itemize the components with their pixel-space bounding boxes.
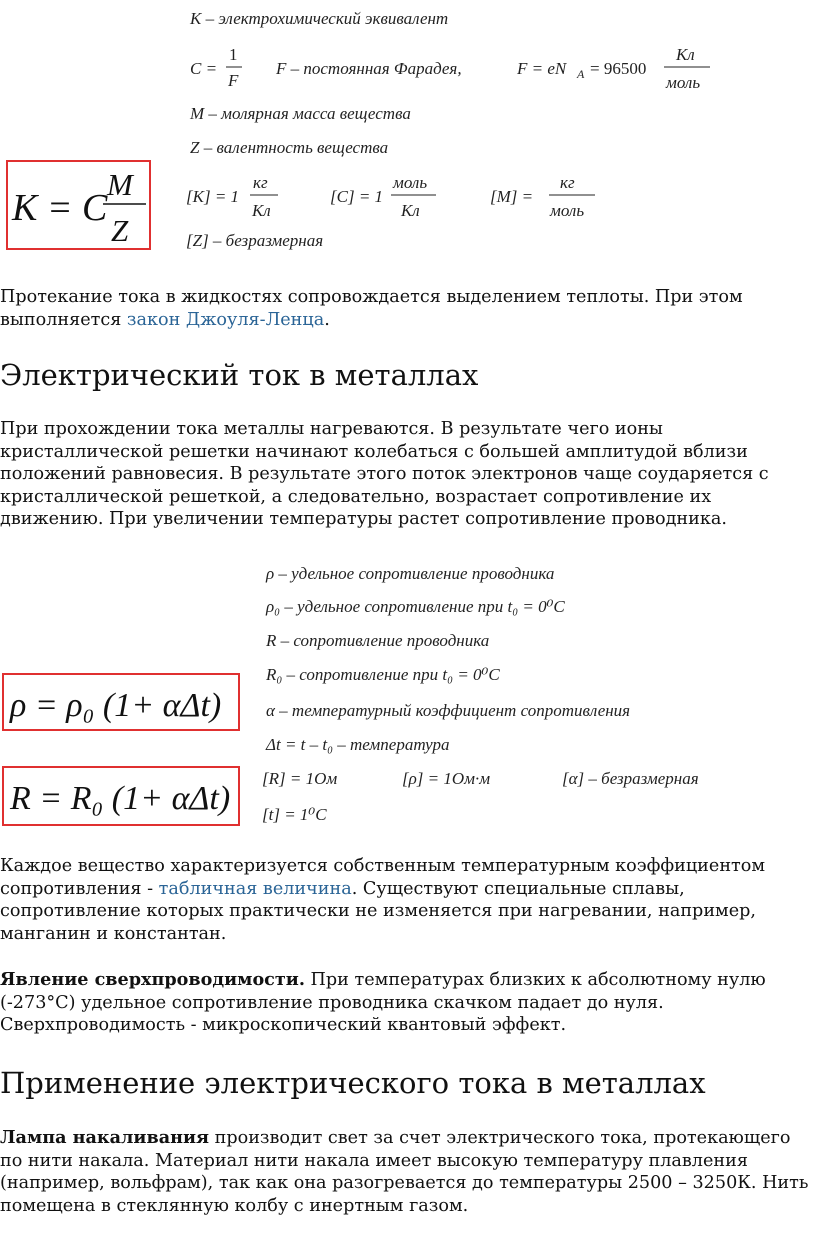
paragraph-metals-heating: При прохождении тока металлы нагреваются. В результате чего ионы кристаллической решетки начинают колебаться с большей амплитудой вблизи положений равновесия. В результате этого поток электронов чаще соударяется с кристаллической решеткой, а следовательно, возрастает сопротивление их движению. При увеличении температуры растет сопротивление проводника. <box>0 419 769 530</box>
para3-tail: . Существуют специальные сплавы, сопротивление которых практически не изменяется при нагревании, например, манганин и константан. <box>0 878 756 944</box>
unit-m-den: моль <box>550 201 585 220</box>
paragraph-temperature-coefficient <box>0 855 810 945</box>
boxed-formula-k <box>7 161 150 249</box>
faraday-value: = 96500 <box>590 59 647 78</box>
c-equals: C = <box>190 59 218 78</box>
paragraph-superconductivity <box>0 969 810 1037</box>
unit-t: [t] = 1⁰C <box>262 805 327 824</box>
heading-application: Применение электрического тока в металлах <box>0 1066 706 1100</box>
definition-k: K – электрохимический эквивалент <box>190 9 449 28</box>
unit-rho: [ρ] = 1Ом·м <box>402 769 491 788</box>
resistivity-formula-image <box>0 556 760 836</box>
electrochemical-equivalent-formula-image <box>0 0 720 262</box>
paragraph-joule-lenz <box>0 286 810 331</box>
definition-alpha: α – температурный коэффициент сопротивления <box>266 701 631 720</box>
definition-rho0: ρ₀ – удельное сопротивление при t₀ = 0⁰C <box>266 597 565 616</box>
para4-text: При температурах близких к абсолютному нулю (-273°С) удельное сопротивление проводника скачком падает до нуля. Сверхпроводимость - микроскопический квантовый эффект. <box>0 970 766 1036</box>
paragraph-incandescent-lamp <box>0 1127 810 1217</box>
boxed-rho-text: ρ = ρ₀ (1+ αΔt) <box>10 687 222 724</box>
boxed-k-den: Z <box>111 213 129 248</box>
faraday-eq: F = eN <box>517 59 567 78</box>
definition-r0: R₀ – сопротивление при t₀ = 0⁰C <box>266 665 500 684</box>
boxed-k-lhs: K = C <box>12 187 108 229</box>
c-numerator: 1 <box>229 45 238 64</box>
faraday-subscript: A <box>577 67 585 81</box>
unit-alpha: [α] – безразмерная <box>562 769 699 788</box>
unit-c: [C] = 1 <box>330 187 384 206</box>
definition-r: R – сопротивление проводника <box>266 631 490 650</box>
unit-m: [M] = <box>490 187 534 206</box>
faraday-unit-den: моль <box>666 73 701 92</box>
definition-m: M – молярная масса вещества <box>190 104 411 123</box>
unit-m-num: кг <box>560 173 575 192</box>
unit-r: [R] = 1Ом <box>262 769 338 788</box>
para1-text: Протекание тока в жидкостях сопровождается выделением теплоты. При этом выполняется <box>0 287 743 330</box>
unit-k-num: кг <box>253 173 268 192</box>
boxed-formula-rho <box>3 674 239 730</box>
faraday-unit-num: Кл <box>676 45 695 64</box>
heading-current-in-metals: Электрический ток в металлах <box>0 358 479 392</box>
unit-c-den: Кл <box>401 201 420 220</box>
definition-f: F – постоянная Фарадея, <box>276 59 462 78</box>
unit-k-den: Кл <box>252 201 271 220</box>
para3-text: Каждое вещество характеризуется собственным температурным коэффициентом сопротивления - <box>0 856 766 899</box>
unit-c-num: моль <box>393 173 428 192</box>
superconductivity-term: Явление сверхпроводимости. <box>0 969 305 990</box>
definition-delta-t: Δt = t – t₀ – температура <box>266 735 450 754</box>
boxed-formula-r <box>3 767 239 825</box>
boxed-k-num: M <box>107 167 133 202</box>
lamp-term: Лампа накаливания <box>0 1127 210 1148</box>
para1-tail: . <box>324 309 330 330</box>
table-value-link[interactable]: табличная величина <box>158 878 352 899</box>
definition-z: Z – валентность вещества <box>190 138 389 157</box>
joule-lenz-link[interactable]: закон Джоуля-Ленца <box>126 309 325 330</box>
unit-z: [Z] – безразмерная <box>186 231 324 250</box>
c-denominator: F <box>228 71 239 90</box>
boxed-r-text: R = R₀ (1+ αΔt) <box>10 780 231 817</box>
para5-text: производит свет за счет электрического тока, протекающего по нити накала. Материал нити накала имеет высокую температуру плавления (например, вольфрам), так как она разогревается до температуры 2500 – 3250К. Нить помещена в стеклянную колбу с инертным газом. <box>0 1128 809 1216</box>
definition-rho: ρ – удельное сопротивление проводника <box>266 564 555 583</box>
unit-k: [K] = 1 <box>186 187 240 206</box>
